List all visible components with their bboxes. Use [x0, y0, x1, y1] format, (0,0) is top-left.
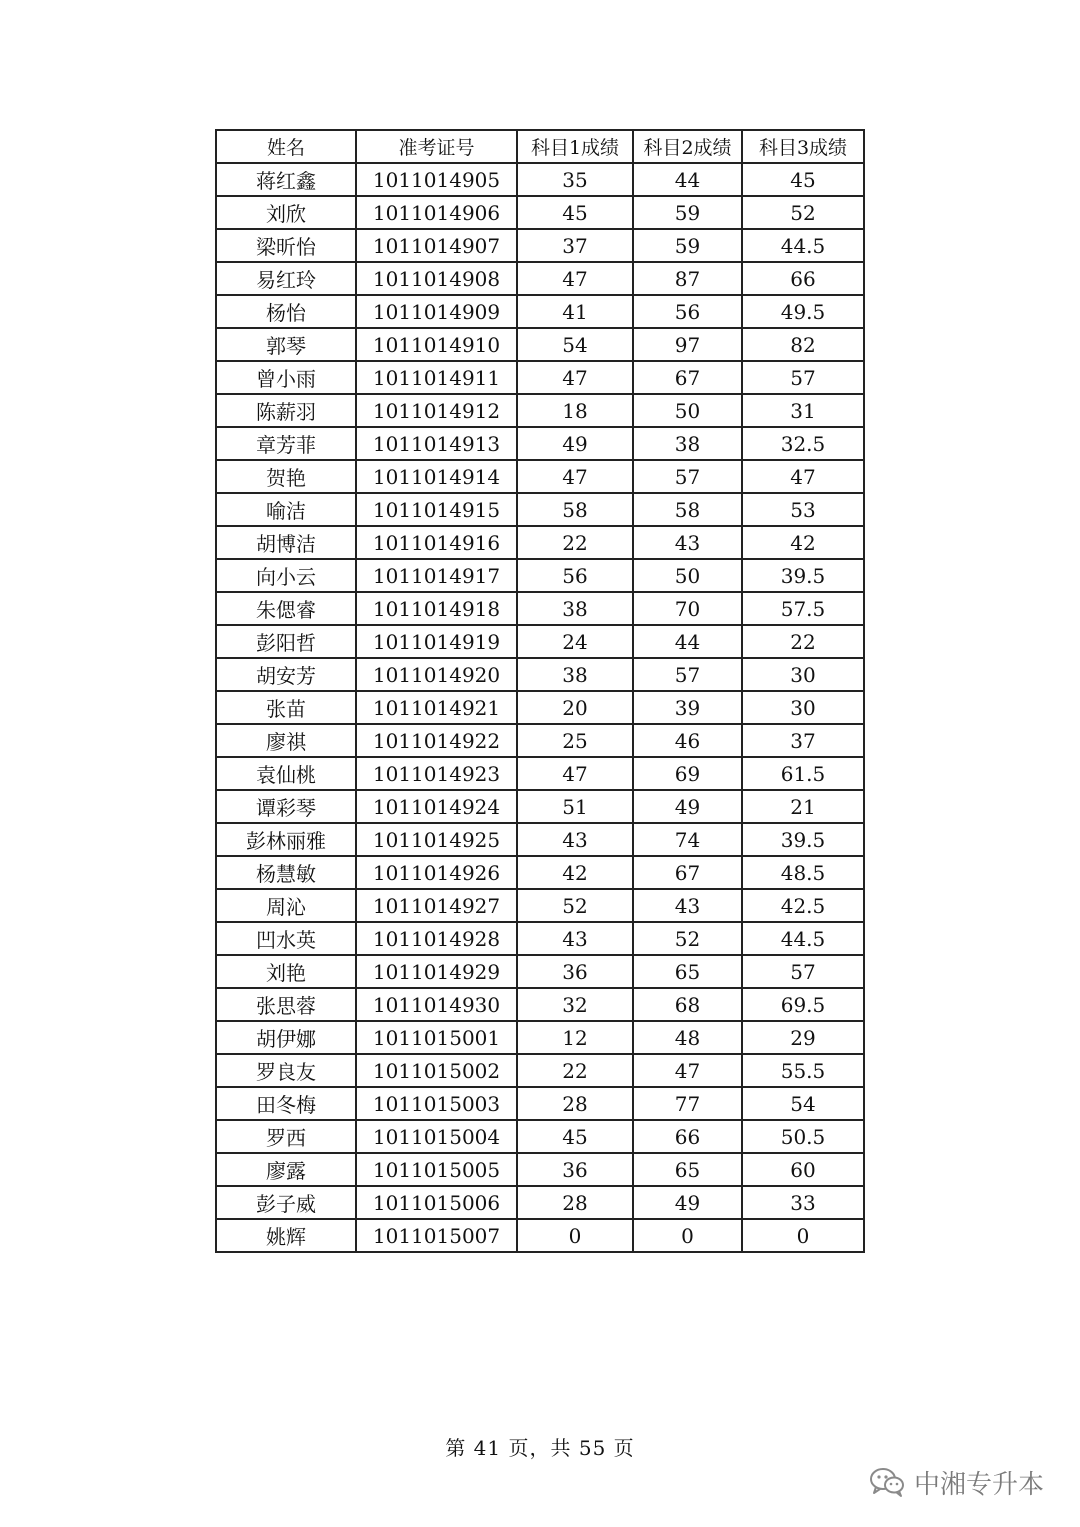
cell-exam-id: 1011014910 [356, 328, 517, 361]
cell-subject1-score: 20 [517, 691, 633, 724]
header-subject3: 科目3成绩 [742, 130, 864, 163]
cell-subject1-score: 47 [517, 460, 633, 493]
cell-name: 曾小雨 [216, 361, 356, 394]
cell-name: 胡安芳 [216, 658, 356, 691]
cell-subject2-score: 44 [633, 625, 742, 658]
cell-subject1-score: 43 [517, 922, 633, 955]
cell-subject3-score: 57 [742, 361, 864, 394]
cell-subject1-score: 38 [517, 658, 633, 691]
cell-subject2-score: 66 [633, 1120, 742, 1153]
cell-subject1-score: 35 [517, 163, 633, 196]
table-row [216, 394, 864, 427]
cell-exam-id: 1011014911 [356, 361, 517, 394]
cell-subject2-score: 97 [633, 328, 742, 361]
cell-exam-id: 1011014921 [356, 691, 517, 724]
cell-subject1-score: 28 [517, 1087, 633, 1120]
cell-name: 杨怡 [216, 295, 356, 328]
cell-subject3-score: 29 [742, 1021, 864, 1054]
wechat-icon [868, 1465, 906, 1499]
cell-name: 郭琴 [216, 328, 356, 361]
cell-subject2-score: 56 [633, 295, 742, 328]
cell-name: 姚辉 [216, 1219, 356, 1252]
cell-exam-id: 1011014914 [356, 460, 517, 493]
header-subject2: 科目2成绩 [633, 130, 742, 163]
cell-subject3-score: 37 [742, 724, 864, 757]
cell-subject3-score: 39.5 [742, 823, 864, 856]
cell-subject1-score: 56 [517, 559, 633, 592]
cell-subject2-score: 59 [633, 196, 742, 229]
cell-name: 刘艳 [216, 955, 356, 988]
table-row [216, 889, 864, 922]
cell-subject2-score: 38 [633, 427, 742, 460]
cell-exam-id: 1011014919 [356, 625, 517, 658]
cell-subject3-score: 82 [742, 328, 864, 361]
cell-subject1-score: 45 [517, 196, 633, 229]
header-name: 姓名 [216, 130, 356, 163]
table-row [216, 691, 864, 724]
cell-subject1-score: 52 [517, 889, 633, 922]
cell-exam-id: 1011014918 [356, 592, 517, 625]
cell-subject2-score: 59 [633, 229, 742, 262]
cell-exam-id: 1011014917 [356, 559, 517, 592]
cell-subject2-score: 49 [633, 1186, 742, 1219]
cell-exam-id: 1011015004 [356, 1120, 517, 1153]
cell-subject2-score: 68 [633, 988, 742, 1021]
cell-subject1-score: 58 [517, 493, 633, 526]
cell-name: 陈薪羽 [216, 394, 356, 427]
cell-subject2-score: 65 [633, 1153, 742, 1186]
cell-subject2-score: 50 [633, 394, 742, 427]
table-row [216, 823, 864, 856]
cell-subject1-score: 54 [517, 328, 633, 361]
table-row [216, 922, 864, 955]
cell-subject3-score: 45 [742, 163, 864, 196]
table-row [216, 328, 864, 361]
cell-subject2-score: 44 [633, 163, 742, 196]
cell-subject1-score: 12 [517, 1021, 633, 1054]
cell-subject3-score: 48.5 [742, 856, 864, 889]
cell-subject2-score: 57 [633, 460, 742, 493]
table-row [216, 361, 864, 394]
cell-name: 张苗 [216, 691, 356, 724]
cell-name: 周沁 [216, 889, 356, 922]
cell-subject3-score: 22 [742, 625, 864, 658]
table-row [216, 625, 864, 658]
table-row [216, 427, 864, 460]
cell-name: 廖露 [216, 1153, 356, 1186]
cell-subject2-score: 77 [633, 1087, 742, 1120]
cell-exam-id: 1011014916 [356, 526, 517, 559]
cell-subject3-score: 69.5 [742, 988, 864, 1021]
cell-subject3-score: 33 [742, 1186, 864, 1219]
table-row [216, 1021, 864, 1054]
cell-name: 凹水英 [216, 922, 356, 955]
cell-subject3-score: 55.5 [742, 1054, 864, 1087]
cell-name: 彭林丽雅 [216, 823, 356, 856]
cell-name: 易红玲 [216, 262, 356, 295]
cell-name: 章芳菲 [216, 427, 356, 460]
cell-exam-id: 1011014912 [356, 394, 517, 427]
cell-exam-id: 1011014926 [356, 856, 517, 889]
cell-exam-id: 1011014909 [356, 295, 517, 328]
cell-subject1-score: 47 [517, 361, 633, 394]
cell-exam-id: 1011015007 [356, 1219, 517, 1252]
cell-subject3-score: 47 [742, 460, 864, 493]
cell-name: 贺艳 [216, 460, 356, 493]
cell-subject3-score: 53 [742, 493, 864, 526]
cell-subject3-score: 52 [742, 196, 864, 229]
cell-exam-id: 1011015003 [356, 1087, 517, 1120]
cell-exam-id: 1011015005 [356, 1153, 517, 1186]
table-row [216, 559, 864, 592]
cell-exam-id: 1011015001 [356, 1021, 517, 1054]
cell-subject3-score: 39.5 [742, 559, 864, 592]
cell-subject1-score: 28 [517, 1186, 633, 1219]
cell-exam-id: 1011014923 [356, 757, 517, 790]
cell-subject1-score: 37 [517, 229, 633, 262]
cell-name: 谭彩琴 [216, 790, 356, 823]
cell-subject3-score: 54 [742, 1087, 864, 1120]
cell-name: 彭子威 [216, 1186, 356, 1219]
cell-subject2-score: 57 [633, 658, 742, 691]
cell-name: 梁昕怡 [216, 229, 356, 262]
cell-name: 廖祺 [216, 724, 356, 757]
cell-subject2-score: 43 [633, 526, 742, 559]
cell-subject2-score: 46 [633, 724, 742, 757]
cell-exam-id: 1011014929 [356, 955, 517, 988]
cell-name: 刘欣 [216, 196, 356, 229]
score-table [215, 129, 865, 1253]
watermark [868, 1462, 1044, 1502]
cell-subject1-score: 22 [517, 526, 633, 559]
cell-subject3-score: 42 [742, 526, 864, 559]
table-row [216, 1219, 864, 1252]
cell-exam-id: 1011014905 [356, 163, 517, 196]
cell-subject2-score: 74 [633, 823, 742, 856]
cell-exam-id: 1011014928 [356, 922, 517, 955]
cell-subject2-score: 0 [633, 1219, 742, 1252]
cell-subject1-score: 36 [517, 1153, 633, 1186]
cell-subject2-score: 49 [633, 790, 742, 823]
watermark-text: 中湘专升本 [914, 1469, 1045, 1500]
cell-subject1-score: 43 [517, 823, 633, 856]
cell-exam-id: 1011014927 [356, 889, 517, 922]
table-row [216, 163, 864, 196]
cell-subject2-score: 67 [633, 856, 742, 889]
cell-subject2-score: 67 [633, 361, 742, 394]
table-row [216, 1153, 864, 1186]
cell-subject2-score: 50 [633, 559, 742, 592]
cell-name: 罗西 [216, 1120, 356, 1153]
cell-subject1-score: 38 [517, 592, 633, 625]
table-header-row [216, 130, 864, 163]
cell-exam-id: 1011014915 [356, 493, 517, 526]
table-row [216, 955, 864, 988]
cell-name: 向小云 [216, 559, 356, 592]
cell-subject1-score: 49 [517, 427, 633, 460]
cell-subject3-score: 21 [742, 790, 864, 823]
cell-subject3-score: 66 [742, 262, 864, 295]
cell-name: 朱偲睿 [216, 592, 356, 625]
cell-subject2-score: 52 [633, 922, 742, 955]
cell-subject3-score: 32.5 [742, 427, 864, 460]
cell-subject1-score: 47 [517, 262, 633, 295]
table-row [216, 856, 864, 889]
cell-subject1-score: 18 [517, 394, 633, 427]
header-exam-id: 准考证号 [356, 130, 517, 163]
table-row [216, 790, 864, 823]
cell-subject2-score: 47 [633, 1054, 742, 1087]
header-subject1: 科目1成绩 [517, 130, 633, 163]
table-row [216, 1120, 864, 1153]
cell-subject1-score: 25 [517, 724, 633, 757]
cell-exam-id: 1011014908 [356, 262, 517, 295]
table-row [216, 757, 864, 790]
cell-name: 喻洁 [216, 493, 356, 526]
cell-subject3-score: 60 [742, 1153, 864, 1186]
cell-exam-id: 1011014906 [356, 196, 517, 229]
table-row [216, 1186, 864, 1219]
cell-exam-id: 1011014924 [356, 790, 517, 823]
table-row [216, 1054, 864, 1087]
cell-subject1-score: 24 [517, 625, 633, 658]
table-row [216, 592, 864, 625]
cell-subject3-score: 49.5 [742, 295, 864, 328]
table-body [216, 163, 864, 1252]
cell-subject3-score: 42.5 [742, 889, 864, 922]
cell-name: 胡伊娜 [216, 1021, 356, 1054]
cell-name: 胡博洁 [216, 526, 356, 559]
cell-subject3-score: 31 [742, 394, 864, 427]
table-row [216, 658, 864, 691]
cell-subject1-score: 42 [517, 856, 633, 889]
cell-subject3-score: 30 [742, 658, 864, 691]
table-row [216, 724, 864, 757]
cell-subject1-score: 32 [517, 988, 633, 1021]
cell-subject2-score: 65 [633, 955, 742, 988]
page-footer: 第 41 页，共 55 页 [445, 1436, 635, 1460]
cell-subject3-score: 30 [742, 691, 864, 724]
cell-subject3-score: 44.5 [742, 922, 864, 955]
table-row [216, 229, 864, 262]
cell-subject1-score: 45 [517, 1120, 633, 1153]
cell-subject1-score: 47 [517, 757, 633, 790]
cell-exam-id: 1011015002 [356, 1054, 517, 1087]
cell-exam-id: 1011014930 [356, 988, 517, 1021]
table-row [216, 196, 864, 229]
cell-name: 彭阳哲 [216, 625, 356, 658]
cell-subject3-score: 44.5 [742, 229, 864, 262]
cell-exam-id: 1011014922 [356, 724, 517, 757]
cell-exam-id: 1011014913 [356, 427, 517, 460]
cell-subject2-score: 58 [633, 493, 742, 526]
cell-subject3-score: 57 [742, 955, 864, 988]
cell-subject2-score: 70 [633, 592, 742, 625]
table-row [216, 460, 864, 493]
cell-subject2-score: 48 [633, 1021, 742, 1054]
cell-name: 罗良友 [216, 1054, 356, 1087]
cell-subject3-score: 61.5 [742, 757, 864, 790]
table-row [216, 988, 864, 1021]
cell-subject2-score: 39 [633, 691, 742, 724]
cell-name: 杨慧敏 [216, 856, 356, 889]
cell-subject3-score: 0 [742, 1219, 864, 1252]
cell-subject1-score: 51 [517, 790, 633, 823]
table-row [216, 493, 864, 526]
cell-name: 张思蓉 [216, 988, 356, 1021]
cell-subject2-score: 87 [633, 262, 742, 295]
cell-name: 蒋红鑫 [216, 163, 356, 196]
cell-subject1-score: 36 [517, 955, 633, 988]
cell-subject1-score: 0 [517, 1219, 633, 1252]
cell-subject2-score: 69 [633, 757, 742, 790]
cell-exam-id: 1011014925 [356, 823, 517, 856]
cell-subject2-score: 43 [633, 889, 742, 922]
cell-exam-id: 1011015006 [356, 1186, 517, 1219]
cell-exam-id: 1011014907 [356, 229, 517, 262]
table-row [216, 262, 864, 295]
cell-subject1-score: 22 [517, 1054, 633, 1087]
cell-exam-id: 1011014920 [356, 658, 517, 691]
table-row [216, 295, 864, 328]
table-row [216, 526, 864, 559]
cell-subject1-score: 41 [517, 295, 633, 328]
cell-name: 袁仙桃 [216, 757, 356, 790]
table-row [216, 1087, 864, 1120]
cell-subject3-score: 50.5 [742, 1120, 864, 1153]
cell-subject3-score: 57.5 [742, 592, 864, 625]
cell-name: 田冬梅 [216, 1087, 356, 1120]
